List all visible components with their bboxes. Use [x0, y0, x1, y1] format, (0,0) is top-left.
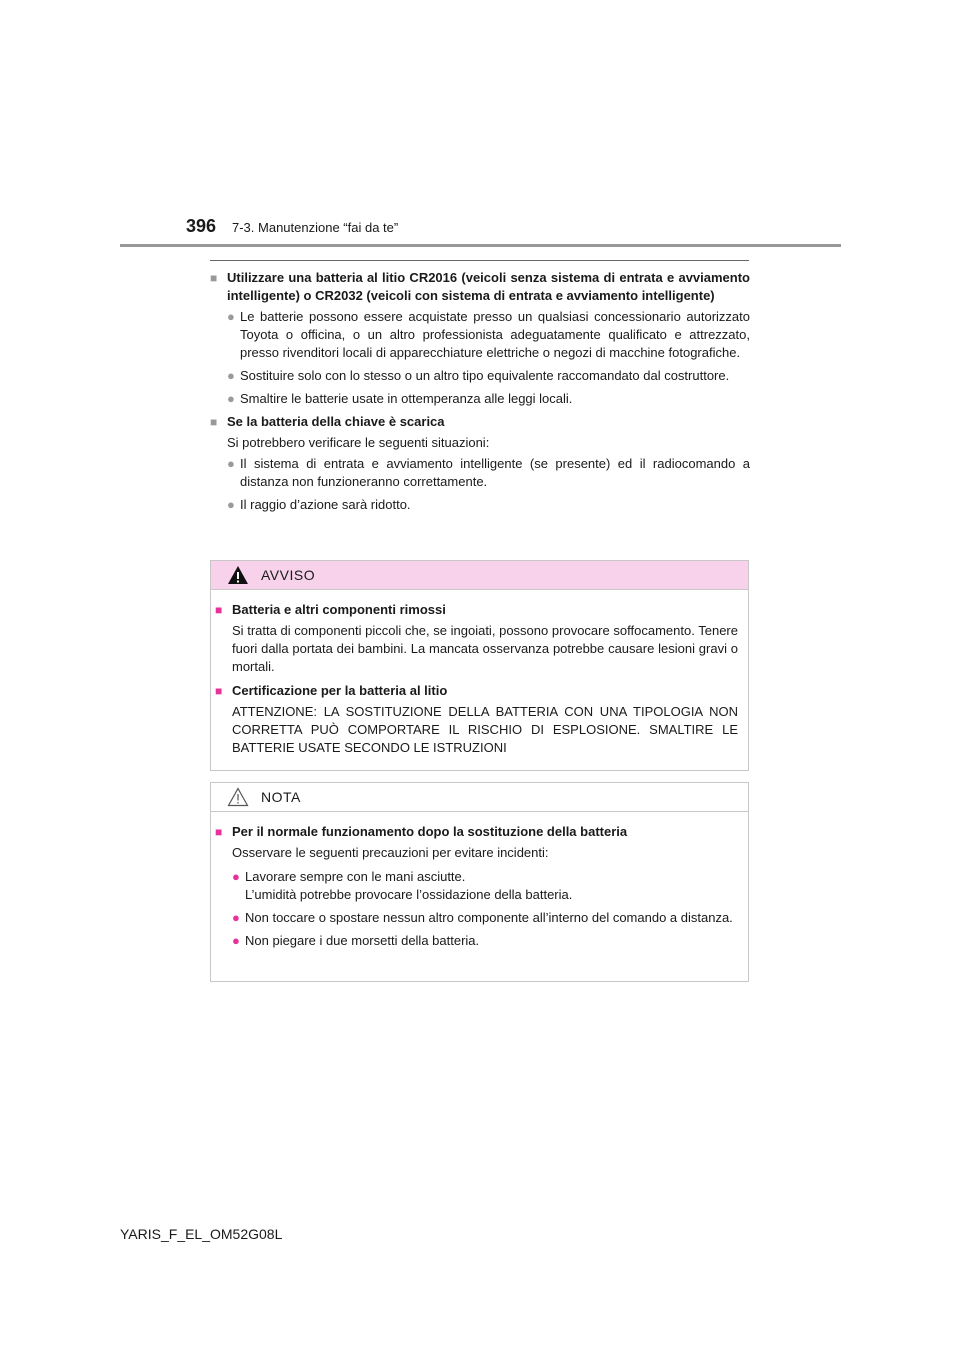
list-item-text: Smaltire le batterie usate in ottemperanza alle leggi locali.: [240, 391, 573, 406]
list-item: [232, 932, 738, 950]
caution-triangle-icon: [227, 787, 249, 807]
square-bullet-icon: ■: [215, 684, 223, 698]
section-heading-text: Se la batteria della chiave è scarica: [227, 414, 445, 429]
list-item-line: Lavorare sempre con le mani asciutte.: [245, 869, 466, 884]
list-item: [227, 496, 750, 514]
round-bullet-icon: ●: [227, 368, 235, 383]
notice-item-heading: [215, 823, 738, 841]
warning-header: [211, 561, 748, 590]
notice-header: [211, 783, 748, 812]
header-rule: [120, 244, 841, 247]
warning-item-heading: [215, 682, 738, 700]
round-bullet-icon: ●: [227, 497, 235, 512]
round-bullet-icon: ●: [232, 869, 240, 884]
list-item: [232, 868, 738, 904]
list-item-text: [245, 868, 738, 904]
round-bullet-icon: ●: [227, 309, 235, 324]
warning-item-heading-text: Certificazione per la batteria al litio: [232, 683, 448, 698]
notice-item-text: Osservare le seguenti precauzioni per evitare incidenti:: [232, 845, 549, 860]
warning-item-text: ATTENZIONE: LA SOSTITUZIONE DELLA BATTERIA CON UNA TIPOLOGIA NON CORRETTA PUÒ COMPORTARE IL RISCHIO DI ESPLOSIONE. SMALTIRE LE BATTERIE USATE SECONDO LE ISTRUZIONI: [232, 704, 738, 755]
notice-body: [211, 812, 748, 963]
list-item-text: Le batterie possono essere acquistate presso un qualsiasi concessionario autorizzato Toyota o officina, o un altro professionista adeguatamente qualificato e attrezzato, presso rivenditori locali di apparecchiature elettriche o negozi di macchine fotografiche.: [240, 309, 750, 360]
square-bullet-icon: ■: [210, 271, 218, 285]
notice-title: NOTA: [261, 789, 301, 805]
notice-box: [210, 782, 749, 982]
list-item: [227, 308, 750, 362]
warning-triangle-icon: [227, 565, 249, 585]
list-item: [232, 909, 738, 927]
content-rule: [210, 260, 749, 261]
list-item-text: Sostituire solo con lo stesso o un altro tipo equivalente raccomandato dal costruttore.: [240, 368, 730, 383]
list-item: [227, 455, 750, 491]
round-bullet-icon: ●: [232, 910, 240, 925]
list-item-text: Non toccare o spostare nessun altro componente all’interno del comando a distanza.: [245, 910, 733, 925]
square-bullet-icon: ■: [215, 603, 223, 617]
list-item-text: Il raggio d’azione sarà ridotto.: [240, 497, 411, 512]
section-title: 7-3. Manutenzione “fai da te”: [232, 220, 399, 235]
square-bullet-icon: ■: [215, 825, 223, 839]
notice-item-heading-text: Per il normale funzionamento dopo la sostituzione della batteria: [232, 824, 628, 839]
round-bullet-icon: ●: [227, 456, 235, 471]
square-bullet-icon: ■: [210, 415, 218, 429]
list-item: [227, 390, 750, 408]
warning-body: [211, 590, 748, 771]
list-item-text: Non piegare i due morsetti della batteria.: [245, 933, 480, 948]
section-heading-text: Utilizzare una batteria al litio CR2016 (veicoli senza sistema di entrata e avviamento intelligente) o CR2032 (veicoli con sistema di entrata e avviamento intelligente): [227, 270, 750, 303]
section-heading: [210, 413, 750, 431]
list-item-text: Il sistema di entrata e avviamento intelligente (se presente) ed il radiocomando a distanza non funzioneranno correttamente.: [240, 456, 750, 489]
page-number: 396: [186, 216, 217, 236]
warning-item-text: Si tratta di componenti piccoli che, se ingoiati, possono provocare soffocamento. Tenere fuori dalla portata dei bambini. La mancata osservanza potrebbe causare lesioni gravi o mortali.: [232, 623, 738, 674]
warning-box: [210, 560, 749, 771]
round-bullet-icon: ●: [232, 933, 240, 948]
warning-title: AVVISO: [261, 567, 316, 583]
section-heading: [210, 269, 750, 305]
list-item-line: L’umidità potrebbe provocare l’ossidazione della batteria.: [245, 887, 573, 902]
footer-code: YARIS_F_EL_OM52G08L: [120, 1226, 283, 1242]
round-bullet-icon: ●: [227, 391, 235, 406]
list-item: [227, 367, 750, 385]
warning-item-heading: [215, 601, 738, 619]
main-content: [210, 269, 750, 519]
section-intro: Si potrebbero verificare le seguenti situazioni:: [227, 435, 490, 450]
warning-item-heading-text: Batteria e altri componenti rimossi: [232, 602, 446, 617]
